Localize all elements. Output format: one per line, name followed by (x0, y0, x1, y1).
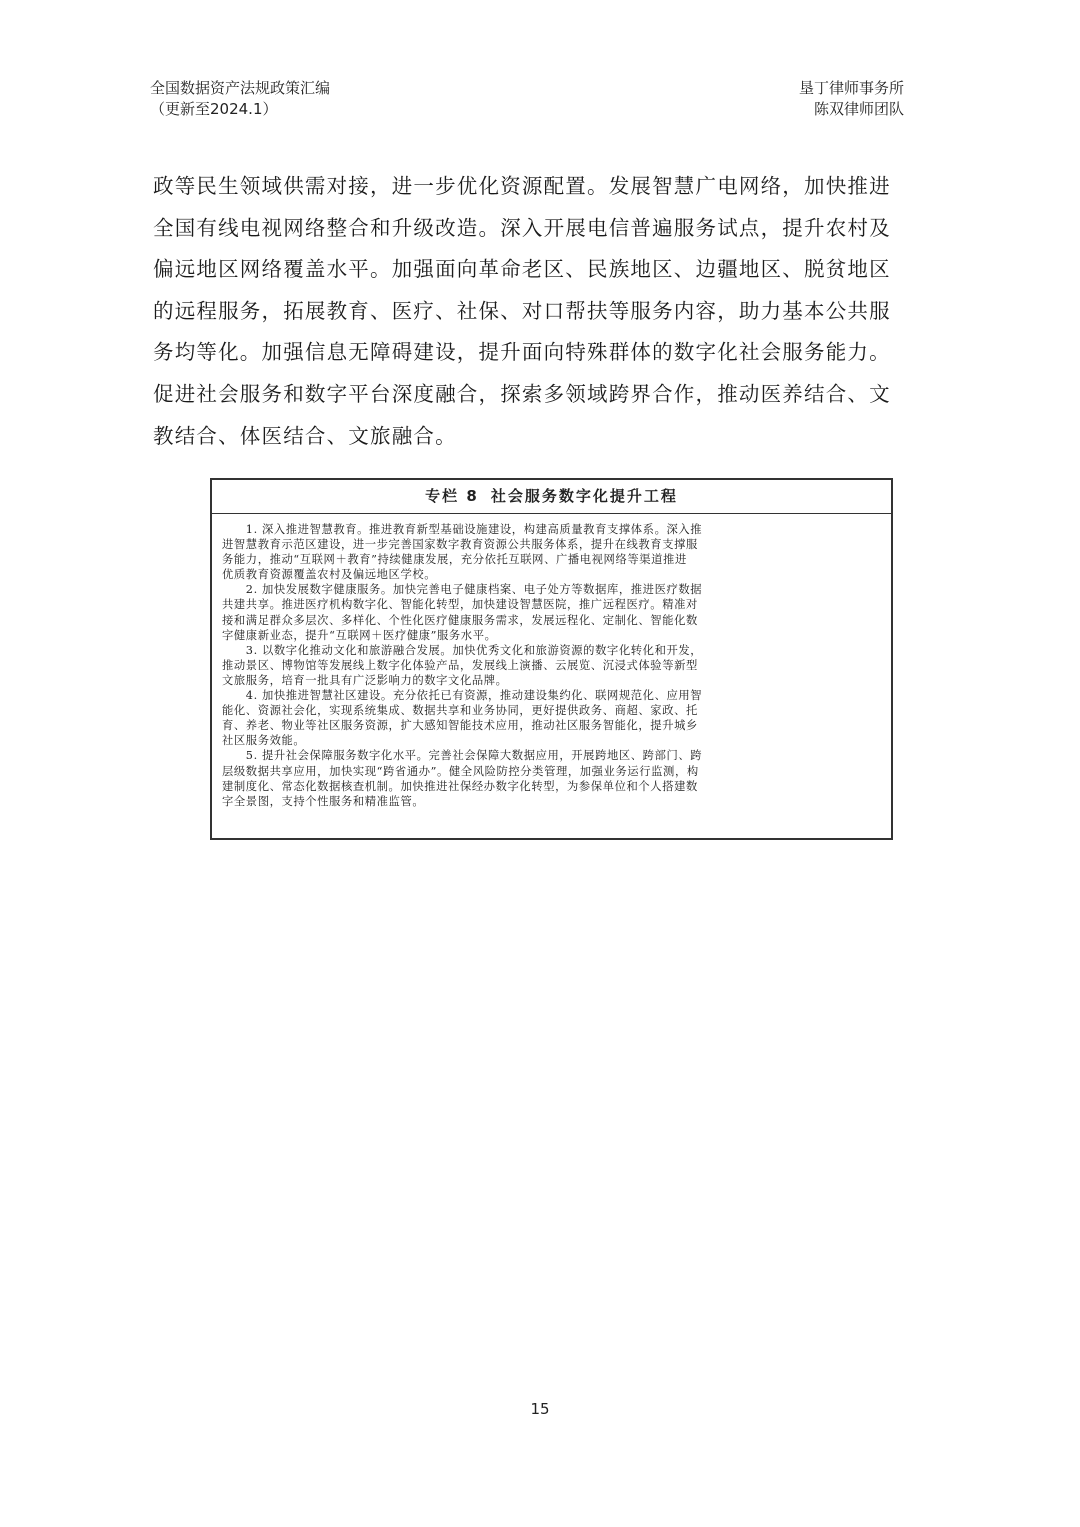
box-line: 务能力，推动“互联网＋教育”持续健康发展，充分依托互联网、广播电视网络等渠道推进 (222, 553, 687, 567)
box-line: 优质教育资源覆盖农村及偏远地区学校。 (222, 568, 437, 582)
box-line: 3. 以数字化推动文化和旅游融合发展。加快优秀文化和旅游资源的数字化转化和开发， (222, 643, 703, 657)
box-line: 文旅服务，培育一批具有广泛影响力的数字文化品牌。 (222, 673, 508, 687)
box-line: 1. 深入推进智慧教育。推进教育新型基础设施建设，构建高质量教育支撑体系。深入推 (222, 523, 703, 536)
box-line: 5. 提升社会保障服务数字化水平。完善社会保障大数据应用，开展跨地区、跨部门、跨 (222, 749, 703, 763)
column-number: 专栏 8 (425, 487, 479, 505)
body-line: 政等民生领域供需对接，进一步优化资源配置。发展智慧广电网络，加快推进 (153, 174, 891, 198)
body-line: 的远程服务，拓展教育、医疗、社保、对口帮扶等服务内容，助力基本公共服 (153, 298, 891, 323)
page-number: 15 (530, 1400, 550, 1418)
column-box (210, 478, 893, 840)
box-line: 层级数据共享应用，加快实现“跨省通办”。健全风险防控分类管理，加强业务运行监测，构 (222, 764, 699, 778)
column-box-body (212, 514, 891, 809)
column-title: 社会服务数字化提升工程 (490, 487, 678, 505)
box-line: 接和满足群众多层次、多样化、个性化医疗健康服务需求，发展远程化、定制化、智能化数 (222, 613, 698, 627)
law-firm-name: 垦丁律师事务所 (798, 79, 904, 97)
document-title: 全国数据资产法规政策汇编 (150, 79, 331, 97)
body-line: 偏远地区网络覆盖水平。加强面向革命老区、民族地区、边疆地区、脱贫地区 (153, 257, 891, 282)
box-line: 建制度化、常态化数据核查机制。加快推进社保经办数字化转型，为参保单位和个人搭建数 (222, 779, 698, 793)
body-line: 全国有线电视网络整合和升级改造。深入开展电信普遍服务试点，提升农村及 (153, 215, 891, 240)
box-line: 社区服务效能。 (222, 734, 306, 748)
box-line: 字健康新业态，提升“互联网＋医疗健康”服务水平。 (222, 628, 497, 642)
team-name: 陈双律师团队 (813, 100, 904, 118)
update-note: （更新至2024.1） (150, 100, 278, 118)
column-box-title (212, 480, 891, 514)
header-right (799, 78, 904, 120)
box-line: 共建共享。推进医疗机构数字化、智能化转型，加快建设智慧医院，推广远程医疗。精准对 (222, 598, 698, 612)
body-line: 促进社会服务和数字平台深度融合，探索多领域跨界合作，推动医养结合、文 (153, 381, 891, 406)
body-line: 务均等化。加强信息无障碍建设，提升面向特殊群体的数字化社会服务能力。 (153, 340, 891, 365)
box-line: 进智慧教育示范区建设，进一步完善国家数字教育资源公共服务体系，提升在线教育支撑服 (222, 538, 698, 552)
header-left (150, 78, 330, 120)
body-line: 教结合、体医结合、文旅融合。 (153, 423, 457, 448)
box-line: 推动景区、博物馆等发展线上数字化体验产品，发展线上演播、云展览、沉浸式体验等新型 (222, 658, 698, 672)
box-line: 育、养老、物业等社区服务资源，扩大感知智能技术应用，推动社区服务智能化，提升城乡 (222, 719, 698, 733)
box-line: 4. 加快推进智慧社区建设。充分依托已有资源，推动建设集约化、联网规范化、应用智 (222, 689, 703, 703)
box-line: 2. 加快发展数字健康服务。加快完善电子健康档案、电子处方等数据库，推进医疗数据 (222, 583, 703, 597)
box-line: 字全景图，支持个性服务和精准监管。 (222, 794, 425, 808)
body-paragraph (153, 166, 929, 457)
box-line: 能化、资源社会化，实现系统集成、数据共享和业务协同，更好提供政务、商超、家政、托 (222, 704, 698, 718)
